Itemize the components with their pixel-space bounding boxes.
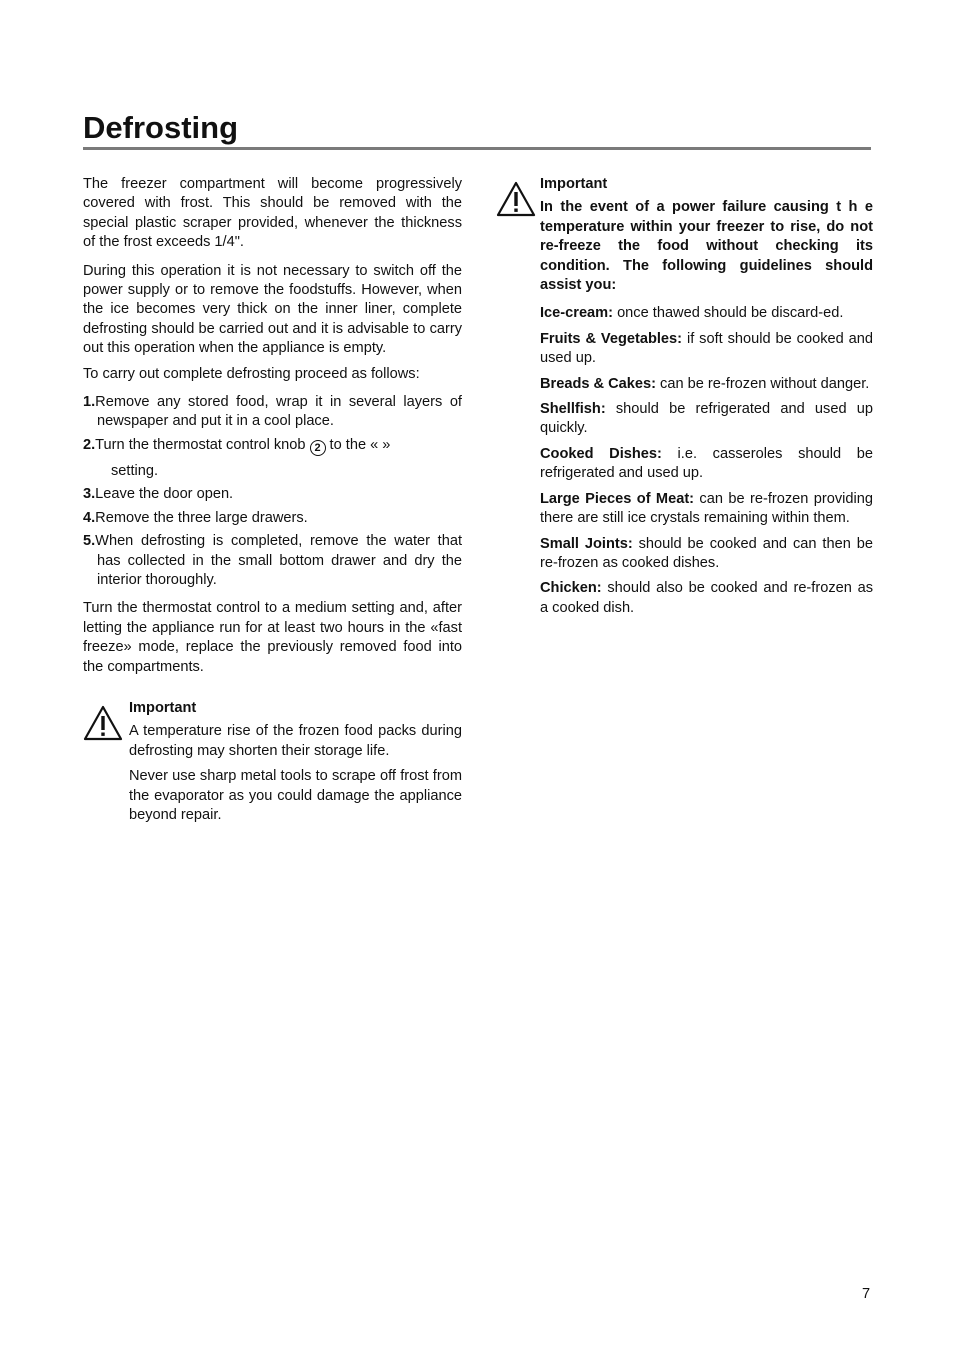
important-heading: Important xyxy=(129,699,197,716)
after-defrost-paragraph: Turn the thermostat control to a medium setting and, after letting the appliance run for at least two hours in the «fast freeze» mode, replace the previously removed food into the compartments. xyxy=(83,600,462,675)
important-note-power-failure xyxy=(496,175,873,295)
page-number: 7 xyxy=(862,1286,871,1302)
list-item: 4.Remove the three large drawers. xyxy=(83,509,308,526)
guideline-item: Breads & Cakes: can be re-frozen without danger. xyxy=(540,375,870,392)
warning-triangle-icon xyxy=(496,181,536,217)
list-item: 2.Turn the thermostat control knob 2 to the « » setting. xyxy=(83,436,391,479)
list-item: 1.Remove any stored food, wrap it in several layers of newspaper and put it in a cool place. xyxy=(83,394,462,430)
thermostat-knob-icon: 2 xyxy=(310,440,326,456)
important-text-2: Never use sharp metal tools to scrape off frost from the evaporator as you could damage the appliance beyond repair. xyxy=(129,768,462,823)
important-heading: Important xyxy=(540,176,608,192)
defrost-steps-list xyxy=(83,393,462,590)
guideline-item: Shellfish: should be refrigerated and used up quickly. xyxy=(540,401,873,437)
power-failure-text: In the event of a power failure causing t h e temperature within your freezer to rise, do not re-freeze the food without checking its condition. The following guidelines should assist you: xyxy=(540,199,873,294)
guideline-item: Ice-cream: once thawed should be discard-ed. xyxy=(540,305,844,322)
warning-triangle-icon xyxy=(83,705,123,741)
list-item: 3.Leave the door open. xyxy=(83,486,234,503)
guideline-item: Small Joints: should be cooked and can then be re-frozen as cooked dishes. xyxy=(540,535,873,571)
guideline-item: Fruits & Vegetables: if soft should be cooked and used up. xyxy=(540,330,873,367)
guideline-item: Large Pieces of Meat: can be re-frozen providing there are still ice crystals remaining within them. xyxy=(540,490,873,527)
important-note-defrost xyxy=(83,699,462,825)
important-text-1: A temperature rise of the frozen food packs during defrosting may shorten their storage life. xyxy=(129,723,462,759)
page-title: Defrosting xyxy=(83,109,871,150)
list-item: 5.When defrosting is completed, remove the water that has collected in the small bottom drawer and dry the interior thoroughly. xyxy=(83,533,462,588)
guideline-item: Chicken: should also be cooked and re-frozen as a cooked dish. xyxy=(540,580,873,616)
proceed-paragraph: To carry out complete defrosting proceed as follows: xyxy=(83,365,420,382)
right-column xyxy=(540,175,873,624)
intro-paragraph: The freezer compartment will become progressively covered with frost. This should be removed with the special plastic scraper provided, whenever the thickness of the frost exceeds 1/4". xyxy=(83,176,462,251)
operation-paragraph: During this operation it is not necessary to switch off the power supply or to remove the foodstuffs. However, when the ice becomes very thick on the inner liner, complete defrosting should be carried out and it is advisable to carry out this operation when the appliance is empty. xyxy=(83,262,462,357)
guideline-item: Cooked Dishes: i.e. casseroles should be refrigerated and used up. xyxy=(540,445,873,482)
left-column xyxy=(83,175,462,834)
